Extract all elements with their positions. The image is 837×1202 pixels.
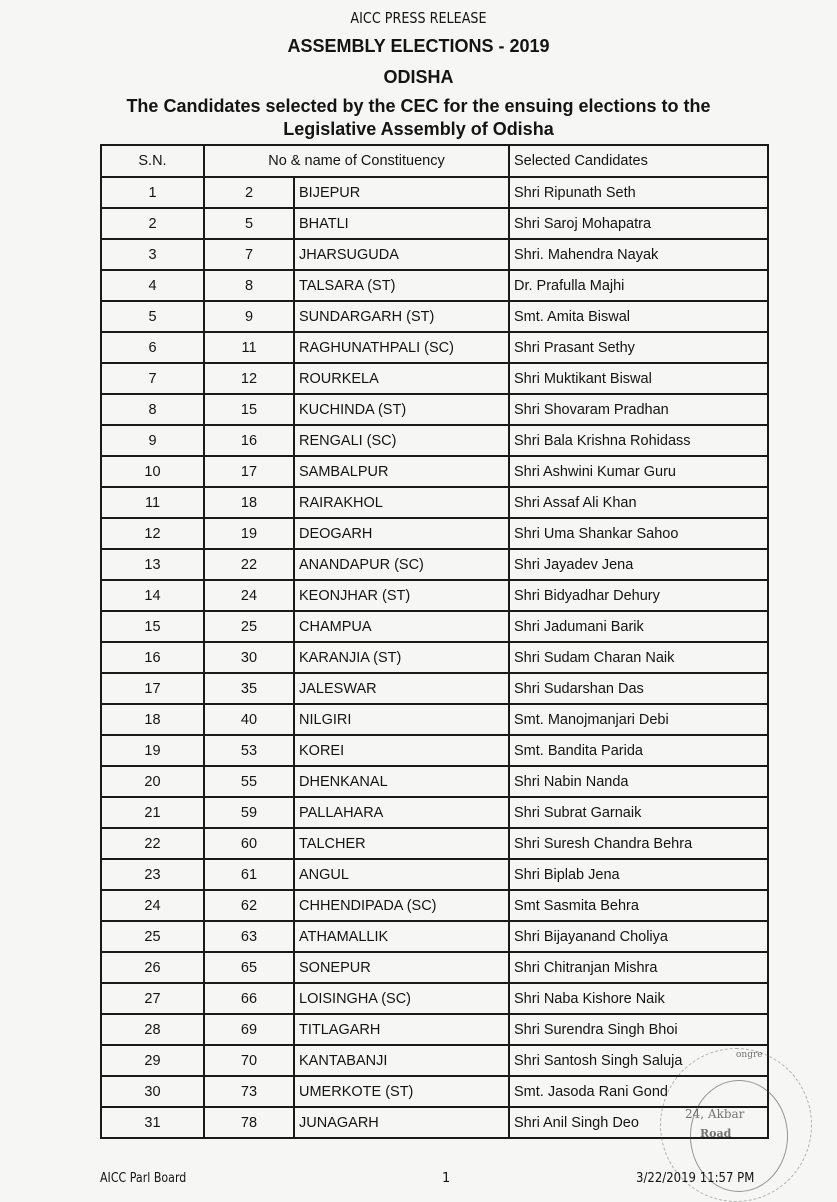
table-row (101, 1076, 768, 1107)
table-row (101, 921, 768, 952)
cell-candidate: Shri Nabin Nanda (509, 766, 768, 797)
cell-sn: 30 (101, 1076, 204, 1107)
cell-constituency-no: 55 (204, 766, 294, 797)
table-row (101, 704, 768, 735)
cell-constituency-no: 66 (204, 983, 294, 1014)
table-row (101, 301, 768, 332)
press-release-label: AICC PRESS RELEASE (350, 9, 487, 27)
cell-candidate: Shri Uma Shankar Sahoo (509, 518, 768, 549)
cell-constituency-no: 11 (204, 332, 294, 363)
cell-constituency-no: 12 (204, 363, 294, 394)
cell-sn: 1 (101, 177, 204, 208)
cell-constituency-name: DHENKANAL (294, 766, 509, 797)
cell-constituency-name: KOREI (294, 735, 509, 766)
table-row (101, 270, 768, 301)
table-row (101, 518, 768, 549)
table-row (101, 673, 768, 704)
cell-candidate: Shri Sudarshan Das (509, 673, 768, 704)
table-row (101, 363, 768, 394)
column-header-constituency: No & name of Constituency (204, 145, 509, 177)
cell-candidate: Shri Bala Krishna Rohidass (509, 425, 768, 456)
cell-candidate: Shri Jayadev Jena (509, 549, 768, 580)
cell-candidate: Smt Sasmita Behra (509, 890, 768, 921)
table-row (101, 208, 768, 239)
cell-candidate: Shri Prasant Sethy (509, 332, 768, 363)
cell-sn: 13 (101, 549, 204, 580)
cell-constituency-no: 16 (204, 425, 294, 456)
cell-constituency-name: KANTABANJI (294, 1045, 509, 1076)
cell-constituency-name: SONEPUR (294, 952, 509, 983)
cell-constituency-no: 9 (204, 301, 294, 332)
cell-constituency-no: 25 (204, 611, 294, 642)
table-row (101, 766, 768, 797)
cell-constituency-no: 24 (204, 580, 294, 611)
table-row (101, 549, 768, 580)
cell-sn: 9 (101, 425, 204, 456)
table-row (101, 456, 768, 487)
cell-constituency-name: ATHAMALLIK (294, 921, 509, 952)
table-row (101, 890, 768, 921)
table-row (101, 642, 768, 673)
cell-sn: 20 (101, 766, 204, 797)
cell-sn: 7 (101, 363, 204, 394)
cell-sn: 2 (101, 208, 204, 239)
cell-candidate: Shri Anil Singh Deo (509, 1107, 768, 1138)
cell-constituency-name: LOISINGHA (SC) (294, 983, 509, 1014)
table-row (101, 611, 768, 642)
cell-sn: 17 (101, 673, 204, 704)
cell-constituency-no: 53 (204, 735, 294, 766)
cell-sn: 27 (101, 983, 204, 1014)
table-row (101, 735, 768, 766)
cell-sn: 31 (101, 1107, 204, 1138)
table-row (101, 239, 768, 270)
cell-candidate: Shri Bidyadhar Dehury (509, 580, 768, 611)
cell-constituency-name: TALSARA (ST) (294, 270, 509, 301)
cell-constituency-name: ROURKELA (294, 363, 509, 394)
cell-sn: 26 (101, 952, 204, 983)
table-row (101, 1107, 768, 1138)
cell-candidate: Shri Bijayanand Choliya (509, 921, 768, 952)
cell-constituency-name: ANANDAPUR (SC) (294, 549, 509, 580)
cell-constituency-name: BIJEPUR (294, 177, 509, 208)
cell-sn: 11 (101, 487, 204, 518)
cell-constituency-no: 17 (204, 456, 294, 487)
table-header-row (101, 145, 768, 177)
cell-candidate: Smt. Amita Biswal (509, 301, 768, 332)
table-row (101, 797, 768, 828)
cell-constituency-name: CHAMPUA (294, 611, 509, 642)
cell-sn: 4 (101, 270, 204, 301)
cell-candidate: Shri. Mahendra Nayak (509, 239, 768, 270)
cell-constituency-name: PALLAHARA (294, 797, 509, 828)
table-row (101, 983, 768, 1014)
cell-sn: 16 (101, 642, 204, 673)
column-header-sn: S.N. (101, 145, 204, 177)
cell-constituency-no: 73 (204, 1076, 294, 1107)
cell-sn: 18 (101, 704, 204, 735)
table-row (101, 859, 768, 890)
column-header-candidate: Selected Candidates (509, 145, 768, 177)
cell-sn: 19 (101, 735, 204, 766)
cell-candidate: Dr. Prafulla Majhi (509, 270, 768, 301)
table-row (101, 425, 768, 456)
cell-constituency-name: BHATLI (294, 208, 509, 239)
cell-sn: 5 (101, 301, 204, 332)
stamp-top-text: ongre (736, 1050, 763, 1060)
cell-constituency-name: CHHENDIPADA (SC) (294, 890, 509, 921)
footer-datetime: 3/22/2019 11:57 PM (636, 1171, 755, 1186)
cell-candidate: Shri Jadumani Barik (509, 611, 768, 642)
cell-constituency-name: RAGHUNATHPALI (SC) (294, 332, 509, 363)
table-row (101, 1014, 768, 1045)
cell-candidate: Smt. Bandita Parida (509, 735, 768, 766)
cell-constituency-name: RENGALI (SC) (294, 425, 509, 456)
table-row (101, 1045, 768, 1076)
cell-constituency-no: 2 (204, 177, 294, 208)
table-row (101, 394, 768, 425)
cell-candidate: Shri Suresh Chandra Behra (509, 828, 768, 859)
cell-sn: 15 (101, 611, 204, 642)
cell-constituency-no: 60 (204, 828, 294, 859)
cell-constituency-name: JUNAGARH (294, 1107, 509, 1138)
cell-candidate: Shri Assaf Ali Khan (509, 487, 768, 518)
cell-candidate: Shri Sudam Charan Naik (509, 642, 768, 673)
table-row (101, 952, 768, 983)
cell-candidate: Shri Shovaram Pradhan (509, 394, 768, 425)
table-row (101, 177, 768, 208)
description-line-2: Legislative Assembly of Odisha (283, 119, 554, 139)
cell-constituency-no: 22 (204, 549, 294, 580)
cell-constituency-name: RAIRAKHOL (294, 487, 509, 518)
table-row (101, 580, 768, 611)
cell-constituency-name: JALESWAR (294, 673, 509, 704)
cell-sn: 10 (101, 456, 204, 487)
cell-constituency-name: SUNDARGARH (ST) (294, 301, 509, 332)
cell-constituency-no: 19 (204, 518, 294, 549)
cell-candidate: Smt. Manojmanjari Debi (509, 704, 768, 735)
cell-constituency-no: 62 (204, 890, 294, 921)
table-body (101, 177, 768, 1138)
cell-constituency-no: 40 (204, 704, 294, 735)
cell-sn: 28 (101, 1014, 204, 1045)
cell-constituency-no: 15 (204, 394, 294, 425)
cell-constituency-no: 65 (204, 952, 294, 983)
cell-constituency-name: KEONJHAR (ST) (294, 580, 509, 611)
cell-constituency-no: 63 (204, 921, 294, 952)
stamp-address-line-2: Road (700, 1127, 732, 1140)
cell-sn: 12 (101, 518, 204, 549)
cell-constituency-no: 18 (204, 487, 294, 518)
cell-constituency-name: KARANJIA (ST) (294, 642, 509, 673)
cell-constituency-no: 30 (204, 642, 294, 673)
cell-constituency-no: 35 (204, 673, 294, 704)
cell-constituency-name: KUCHINDA (ST) (294, 394, 509, 425)
cell-constituency-no: 5 (204, 208, 294, 239)
cell-sn: 23 (101, 859, 204, 890)
cell-sn: 14 (101, 580, 204, 611)
cell-constituency-name: JHARSUGUDA (294, 239, 509, 270)
elections-title: ASSEMBLY ELECTIONS - 2019 (287, 36, 550, 56)
cell-constituency-name: UMERKOTE (ST) (294, 1076, 509, 1107)
cell-constituency-name: DEOGARH (294, 518, 509, 549)
footer-page-number: 1 (442, 1171, 451, 1186)
cell-candidate: Shri Surendra Singh Bhoi (509, 1014, 768, 1045)
footer-board-name: AICC Parl Board (100, 1171, 187, 1186)
cell-candidate: Shri Biplab Jena (509, 859, 768, 890)
candidates-table (100, 144, 769, 1139)
cell-candidate: Shri Muktikant Biswal (509, 363, 768, 394)
description-line-1: The Candidates selected by the CEC for the ensuing elections to the (126, 96, 711, 116)
stamp-address-line-1: 24, Akbar (685, 1107, 745, 1121)
cell-candidate: Shri Ashwini Kumar Guru (509, 456, 768, 487)
cell-constituency-name: NILGIRI (294, 704, 509, 735)
state-title: ODISHA (383, 67, 454, 87)
cell-constituency-name: TITLAGARH (294, 1014, 509, 1045)
table-row (101, 487, 768, 518)
cell-candidate: Shri Ripunath Seth (509, 177, 768, 208)
cell-constituency-no: 78 (204, 1107, 294, 1138)
cell-sn: 29 (101, 1045, 204, 1076)
cell-sn: 6 (101, 332, 204, 363)
cell-candidate: Shri Saroj Mohapatra (509, 208, 768, 239)
table-row (101, 332, 768, 363)
cell-candidate: Shri Santosh Singh Saluja (509, 1045, 768, 1076)
cell-constituency-no: 8 (204, 270, 294, 301)
cell-constituency-no: 70 (204, 1045, 294, 1076)
cell-sn: 21 (101, 797, 204, 828)
cell-candidate: Smt. Jasoda Rani Gond (509, 1076, 768, 1107)
cell-sn: 8 (101, 394, 204, 425)
cell-constituency-no: 59 (204, 797, 294, 828)
cell-constituency-name: SAMBALPUR (294, 456, 509, 487)
cell-sn: 25 (101, 921, 204, 952)
cell-constituency-name: TALCHER (294, 828, 509, 859)
cell-sn: 3 (101, 239, 204, 270)
cell-candidate: Shri Chitranjan Mishra (509, 952, 768, 983)
cell-constituency-no: 69 (204, 1014, 294, 1045)
cell-candidate: Shri Naba Kishore Naik (509, 983, 768, 1014)
cell-sn: 24 (101, 890, 204, 921)
cell-constituency-name: ANGUL (294, 859, 509, 890)
cell-constituency-no: 61 (204, 859, 294, 890)
cell-constituency-no: 7 (204, 239, 294, 270)
table-row (101, 828, 768, 859)
cell-sn: 22 (101, 828, 204, 859)
cell-candidate: Shri Subrat Garnaik (509, 797, 768, 828)
